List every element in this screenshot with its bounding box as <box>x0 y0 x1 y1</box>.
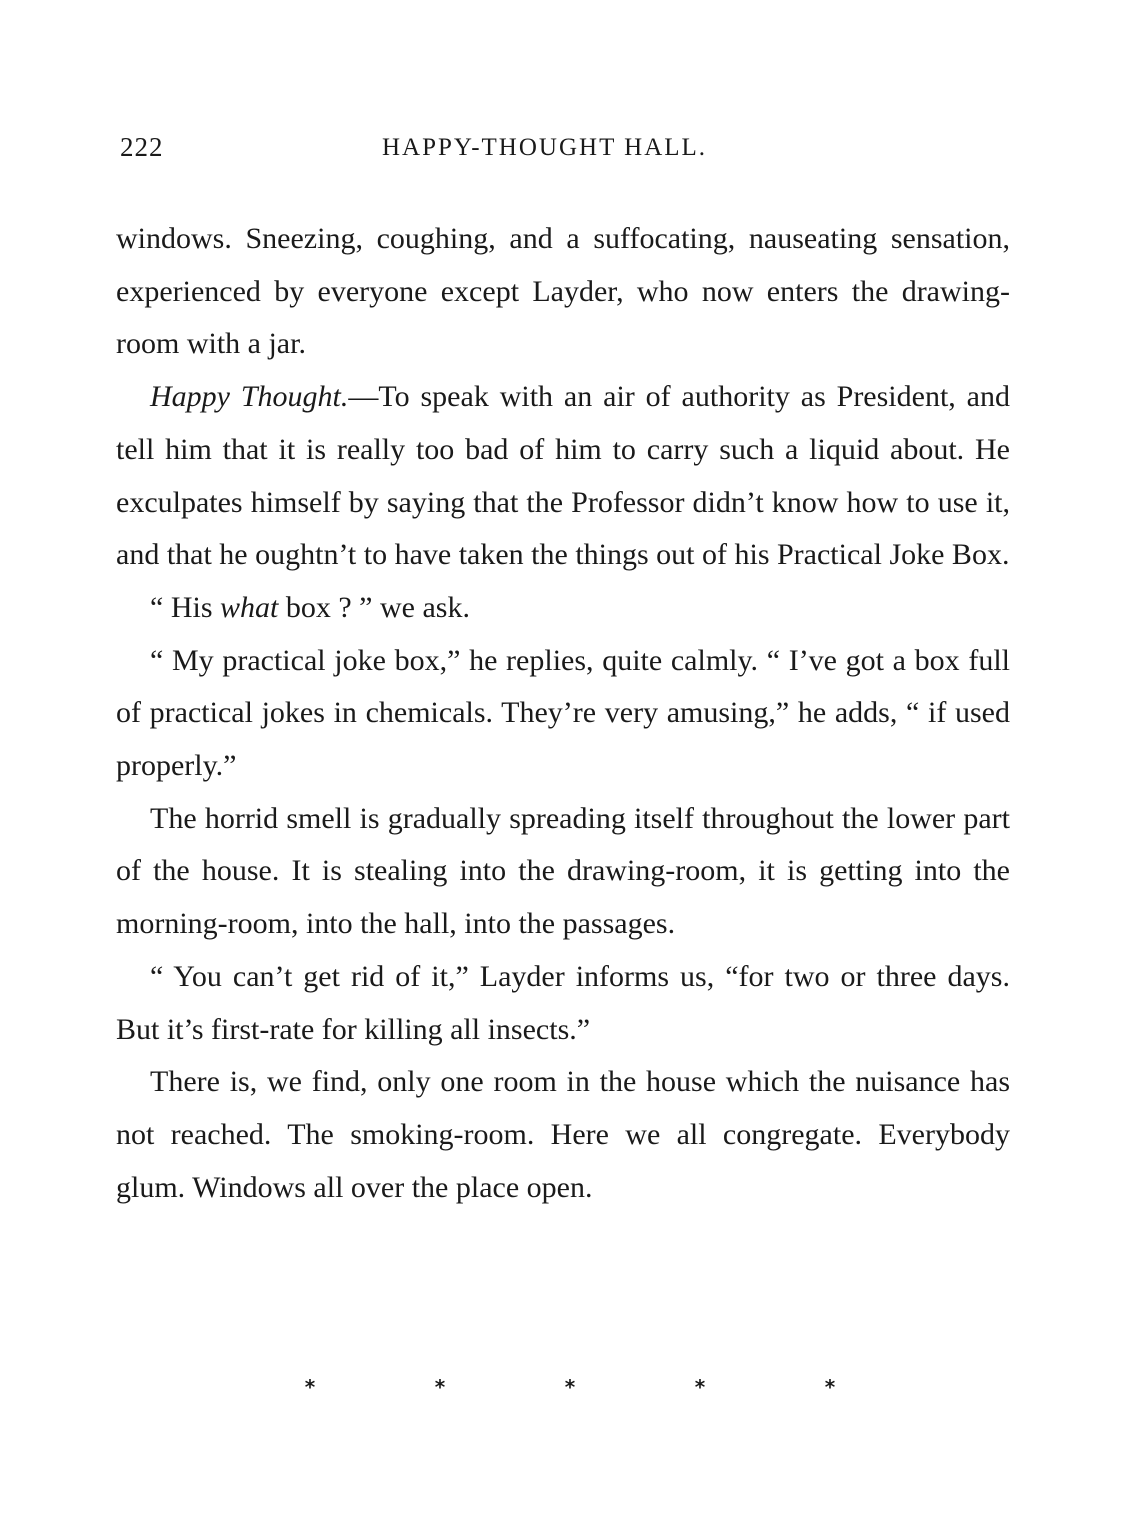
paragraph-his-what-box <box>116 582 1010 635</box>
paragraph-continuation: windows. Sneezing, coughing, and a suffocating, nauseating sensation, experienced by everyone except Layder, who now enters the drawing-room with a jar. <box>116 222 1010 361</box>
paragraph-text: —To speak with an air of authority as President, and tell him that it is really too bad of him to carry such a liquid about. He exculpates himself by saying that the Professor didn’t know how to use it, and that he oughtn’t to have taken the things out of his Practical Joke Box. <box>116 380 1010 572</box>
asterisk: * <box>694 1375 706 1399</box>
running-title: HAPPY-THOUGHT HALL. <box>382 134 708 161</box>
asterisk: * <box>304 1375 316 1399</box>
body-text <box>116 213 1010 1214</box>
italic-word: what <box>220 590 279 624</box>
page-number: 222 <box>120 132 164 162</box>
asterisk: * <box>564 1375 576 1399</box>
page-header <box>120 132 1010 172</box>
paragraph-joke-box: “ My practical joke box,” he replies, quite calmly. “ I’ve got a box full of practical jokes in chemicals. They’re very amusing,” he adds, “ if used properly.” <box>116 643 1010 783</box>
paragraph-smoking-room: There is, we find, only one room in the house which the nuisance has not reached. The smoking-room. Here we all congregate. Everybody glum. Windows all over the place open. <box>116 1065 1010 1204</box>
paragraph-horrid-smell: The horrid smell is gradually spreading itself throughout the lower part of the house. It is stealing into the drawing-room, it is getting into the morning-room, into the hall, into the passages. <box>116 801 1010 941</box>
section-break <box>290 1375 850 1415</box>
asterisk: * <box>434 1375 446 1399</box>
paragraph-happy-thought <box>116 371 1010 582</box>
asterisk: * <box>824 1375 836 1399</box>
paragraph-text-after: box ? ” we ask. <box>278 590 470 624</box>
paragraph-text-before: “ His <box>150 590 220 624</box>
happy-thought-label: Happy Thought. <box>150 380 349 414</box>
paragraph-rid-of-it: “ You can’t get rid of it,” Layder informs us, “for two or three days. But it’s first-rate for killing all insects.” <box>116 959 1010 1046</box>
